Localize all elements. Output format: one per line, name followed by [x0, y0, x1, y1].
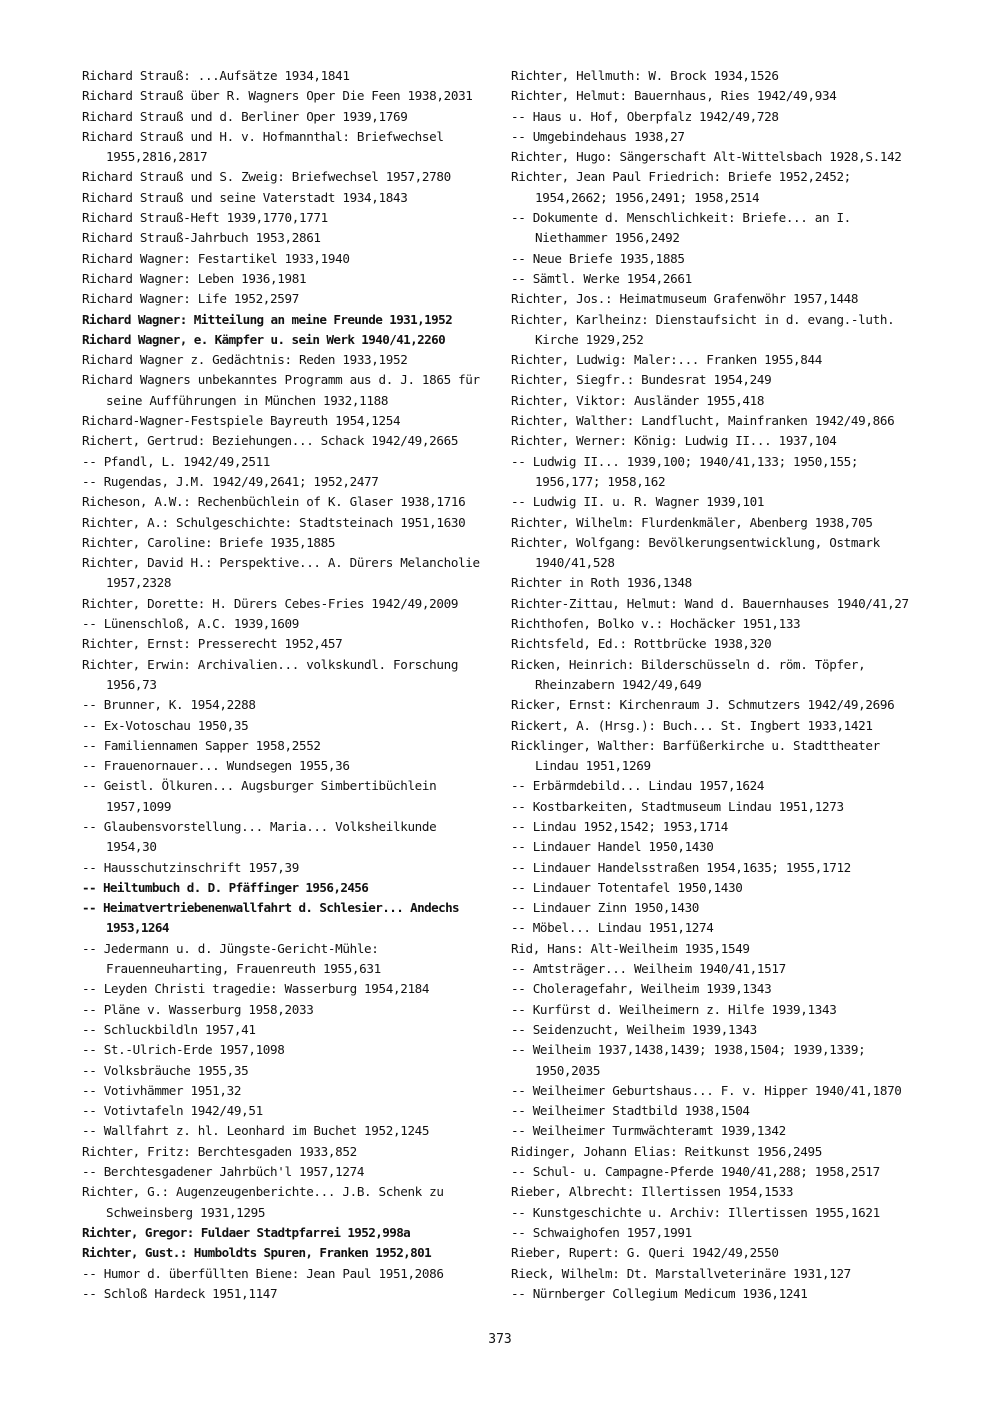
index-entry: -- Ex-Votoschau 1950,35: [82, 717, 249, 733]
index-entry: -- Leyden Christi tragedie: Wasserburg 1954,2184: [82, 981, 430, 997]
index-entry: -- Dokumente d. Menschlichkeit: Briefe... an I. Niethammer 1956,2492: [511, 210, 851, 246]
index-entry: Richard Wagner: Leben 1936,1981: [82, 270, 307, 286]
index-entry: Ridinger, Johann Elias: Reitkunst 1956,2495: [511, 1143, 822, 1159]
index-entry: Richard Strauß-Jahrbuch 1953,2861: [82, 230, 321, 246]
index-entry: Richard Wagners unbekanntes Programm aus d. J. 1865 für seine Aufführungen in München 1932,1188: [82, 372, 480, 408]
index-entry: -- Pläne v. Wasserburg 1958,2033: [82, 1001, 314, 1017]
index-entry: Richard Wagner: Life 1952,2597: [82, 291, 299, 307]
index-entry: -- Berchtesgadener Jahrbüch'l 1957,1274: [82, 1164, 365, 1180]
index-entry: -- Schwaighofen 1957,1991: [511, 1224, 692, 1240]
index-entry: -- Weilheimer Geburtshaus... F. v. Hipper 1940/41,1870: [511, 1082, 902, 1098]
index-entry: Richter, Karlheinz: Dienstaufsicht in d. evang.-luth. Kirche 1929,252: [511, 311, 895, 347]
index-entry: -- Heimatvertriebenenwallfahrt d. Schlesier... Andechs 1953,1264: [82, 900, 460, 936]
index-entry: Richard Strauß und S. Zweig: Briefwechsel 1957,2780: [82, 169, 451, 185]
index-entry: Rieck, Wilhelm: Dt. Marstallveterinäre 1931,127: [511, 1265, 851, 1281]
index-entry: -- Amtsträger... Weilheim 1940/41,1517: [511, 961, 786, 977]
index-entry: -- Lünenschloß, A.C. 1939,1609: [82, 616, 299, 632]
index-entry: Richter, Ludwig: Maler:... Franken 1955,844: [511, 352, 822, 368]
index-entry: -- Geistl. Ölkuren... Augsburger Simbertibüchlein 1957,1099: [82, 778, 437, 814]
index-entry: Richter, Gregor: Fuldaer Stadtpfarrei 1952,998a: [82, 1224, 411, 1240]
index-entry: -- Pfandl, L. 1942/49,2511: [82, 453, 271, 469]
index-entry: Richter, Werner: König: Ludwig II... 1937,104: [511, 433, 837, 449]
index-entry: Richter, Dorette: H. Dürers Cebes-Fries 1942/49,2009: [82, 595, 459, 611]
index-entry: Richard Wagner: Festartikel 1933,1940: [82, 250, 350, 266]
index-entry: Rieber, Rupert: G. Queri 1942/49,2550: [511, 1245, 779, 1261]
index-entry: Richter, A.: Schulgeschichte: Stadtsteinach 1951,1630: [82, 514, 466, 530]
index-entry: Richter in Roth 1936,1348: [511, 575, 692, 591]
index-entry: -- Ludwig II... 1939,100; 1940/41,133; 1950,155; 1956,177; 1958,162: [511, 453, 859, 489]
index-entry: Richeson, A.W.: Rechenbüchlein of K. Glaser 1938,1716: [82, 494, 466, 510]
index-entry: -- Humor d. überfüllten Biene: Jean Paul 1951,2086: [82, 1265, 444, 1281]
index-entry: Richter, Hellmuth: W. Brock 1934,1526: [511, 68, 779, 83]
index-entry: Richert, Gertrud: Beziehungen... Schack 1942/49,2665: [82, 433, 459, 449]
index-entry: -- Schul- u. Campagne-Pferde 1940/41,288; 1958,2517: [511, 1164, 880, 1180]
index-entry: -- Erbärmdebild... Lindau 1957,1624: [511, 778, 765, 794]
right-column: [511, 66, 923, 1304]
left-column: [82, 66, 494, 1304]
index-entry: -- Wallfahrt z. hl. Leonhard im Buchet 1952,1245: [82, 1123, 430, 1139]
index-entry: Richter, Viktor: Ausländer 1955,418: [511, 392, 765, 408]
index-entry: Richtsfeld, Ed.: Rottbrücke 1938,320: [511, 636, 772, 652]
index-entry: -- Seidenzucht, Weilheim 1939,1343: [511, 1021, 757, 1037]
index-entry: -- Sämtl. Werke 1954,2661: [511, 270, 692, 286]
index-entry: Richter, Ernst: Presserecht 1952,457: [82, 636, 343, 652]
index-entry: -- Glaubensvorstellung... Maria... Volksheilkunde 1954,30: [82, 818, 437, 855]
index-entry: Richter, Wolfgang: Bevölkerungsentwicklung, Ostmark 1940/41,528: [511, 534, 880, 571]
index-entry: Richard Wagner: Mitteilung an meine Freunde 1931,1952: [82, 311, 453, 327]
index-entry: Richter, David H.: Perspektive... A. Dürers Melancholie 1957,2328: [82, 555, 480, 591]
index-entry: -- Schluckbildln 1957,41: [82, 1021, 256, 1037]
index-entry: Richter, G.: Augenzeugenberichte... J.B. Schenk zu Schweinsberg 1931,1295: [82, 1184, 444, 1220]
index-entry: Richard Strauß und H. v. Hofmannthal: Briefwechsel 1955,2816,2817: [82, 128, 444, 165]
index-entry: Ricken, Heinrich: Bilderschüsseln d. röm. Töpfer, Rheinzabern 1942/49,649: [511, 656, 866, 692]
index-entry: Richard Strauß und d. Berliner Oper 1939,1769: [82, 108, 408, 124]
index-entry: -- Brunner, K. 1954,2288: [82, 697, 256, 713]
index-entry: Richard Wagner, e. Kämpfer u. sein Werk 1940/41,2260: [82, 331, 446, 347]
index-entry: Richter, Caroline: Briefe 1935,1885: [82, 534, 336, 550]
index-entry: -- Familiennamen Sapper 1958,2552: [82, 737, 321, 753]
index-entry: -- Votivhämmer 1951,32: [82, 1082, 242, 1098]
index-entry: -- Lindauer Totentafel 1950,1430: [511, 879, 743, 895]
page-number: 373: [488, 1332, 512, 1347]
index-entry: -- Votivtafeln 1942/49,51: [82, 1103, 263, 1119]
index-entry: Ricker, Ernst: Kirchenraum J. Schmutzers 1942/49,2696: [511, 697, 895, 713]
index-entry: Richard Strauß: ...Aufsätze 1934,1841: [82, 68, 350, 83]
index-entry: -- Lindauer Handel 1950,1430: [511, 839, 714, 855]
index-entry: Richard Strauß über R. Wagners Oper Die Feen 1938,2031: [82, 88, 473, 104]
index-entry: -- Volksbräuche 1955,35: [82, 1062, 249, 1078]
index-entry: Richter, Erwin: Archivalien... volkskundl. Forschung 1956,73: [82, 656, 459, 692]
index-entry: -- Weilheim 1937,1438,1439; 1938,1504; 1939,1339; 1950,2035: [511, 1042, 866, 1078]
index-entry: -- Heiltumbuch d. D. Pfäffinger 1956,2456: [82, 879, 369, 895]
index-entry: -- Jedermann u. d. Jüngste-Gericht-Mühle: Frauenneuharting, Frauenreuth 1955,631: [82, 940, 381, 977]
index-entry: -- Choleragefahr, Weilheim 1939,1343: [511, 981, 772, 997]
index-entry: -- Nürnberger Collegium Medicum 1936,1241: [511, 1285, 808, 1301]
index-entry: -- Weilheimer Turmwächteramt 1939,1342: [511, 1123, 786, 1139]
index-entry: -- Kurfürst d. Weilheimern z. Hilfe 1939,1343: [511, 1001, 837, 1017]
index-entry: -- Frauenornauer... Wundsegen 1955,36: [82, 758, 350, 774]
index-entry: -- Kunstgeschichte u. Archiv: Illertissen 1955,1621: [511, 1204, 880, 1220]
index-entry: Richter, Hugo: Sängerschaft Alt-Wittelsbach 1928,S.142: [511, 149, 902, 165]
index-entry: -- Rugendas, J.M. 1942/49,2641; 1952,2477: [82, 473, 379, 489]
index-entry: Richard Wagner z. Gedächtnis: Reden 1933,1952: [82, 352, 408, 368]
index-entry: Ricklinger, Walther: Barfüßerkirche u. Stadttheater Lindau 1951,1269: [511, 737, 880, 774]
index-entry: -- Schloß Hardeck 1951,1147: [82, 1285, 278, 1301]
index-entry: Richard-Wagner-Festspiele Bayreuth 1954,1254: [82, 413, 401, 429]
index-entry: Richter, Fritz: Berchtesgaden 1933,852: [82, 1143, 357, 1159]
index-entry: Richter-Zittau, Helmut: Wand d. Bauernhauses 1940/41,27: [511, 595, 909, 611]
index-entry: Rieber, Albrecht: Illertissen 1954,1533: [511, 1184, 794, 1200]
index-entry: -- Lindau 1952,1542; 1953,1714: [511, 818, 728, 834]
index-entry: Rid, Hans: Alt-Weilheim 1935,1549: [511, 940, 750, 956]
index-entry: Richter, Wilhelm: Flurdenkmäler, Abenberg 1938,705: [511, 514, 873, 530]
index-entry: -- Hausschutzinschrift 1957,39: [82, 859, 299, 875]
index-entry: Richter, Walther: Landflucht, Mainfranken 1942/49,866: [511, 413, 895, 429]
index-entry: Richard Strauß und seine Vaterstadt 1934,1843: [82, 189, 408, 205]
index-entry: Richter, Gust.: Humboldts Spuren, Franken 1952,801: [82, 1245, 432, 1261]
index-entry: -- Neue Briefe 1935,1885: [511, 250, 685, 266]
index-entry: -- Möbel... Lindau 1951,1274: [511, 920, 714, 936]
index-entry: -- Ludwig II. u. R. Wagner 1939,101: [511, 494, 765, 510]
index-entry: -- St.-Ulrich-Erde 1957,1098: [82, 1042, 285, 1058]
index-entry: Richthofen, Bolko v.: Hochäcker 1951,133: [511, 616, 801, 632]
index-entry: Richter, Helmut: Bauernhaus, Ries 1942/49,934: [511, 88, 837, 104]
index-entry: Richter, Jos.: Heimatmuseum Grafenwöhr 1957,1448: [511, 291, 859, 307]
index-entry: Richter, Siegfr.: Bundesrat 1954,249: [511, 372, 772, 388]
index-entry: -- Weilheimer Stadtbild 1938,1504: [511, 1103, 750, 1119]
index-entry: Richard Strauß-Heft 1939,1770,1771: [82, 210, 328, 226]
index-entry: Richter, Jean Paul Friedrich: Briefe 1952,2452; 1954,2662; 1956,2491; 1958,2514: [511, 169, 851, 205]
index-entry: -- Lindauer Zinn 1950,1430: [511, 900, 700, 916]
index-entry: -- Lindauer Handelsstraßen 1954,1635; 1955,1712: [511, 859, 851, 875]
index-entry: -- Umgebindehaus 1938,27: [511, 128, 685, 144]
index-entry: -- Haus u. Hof, Oberpfalz 1942/49,728: [511, 108, 779, 124]
index-entry: Rickert, A. (Hrsg.): Buch... St. Ingbert 1933,1421: [511, 717, 873, 733]
index-entry: -- Kostbarkeiten, Stadtmuseum Lindau 1951,1273: [511, 798, 844, 814]
